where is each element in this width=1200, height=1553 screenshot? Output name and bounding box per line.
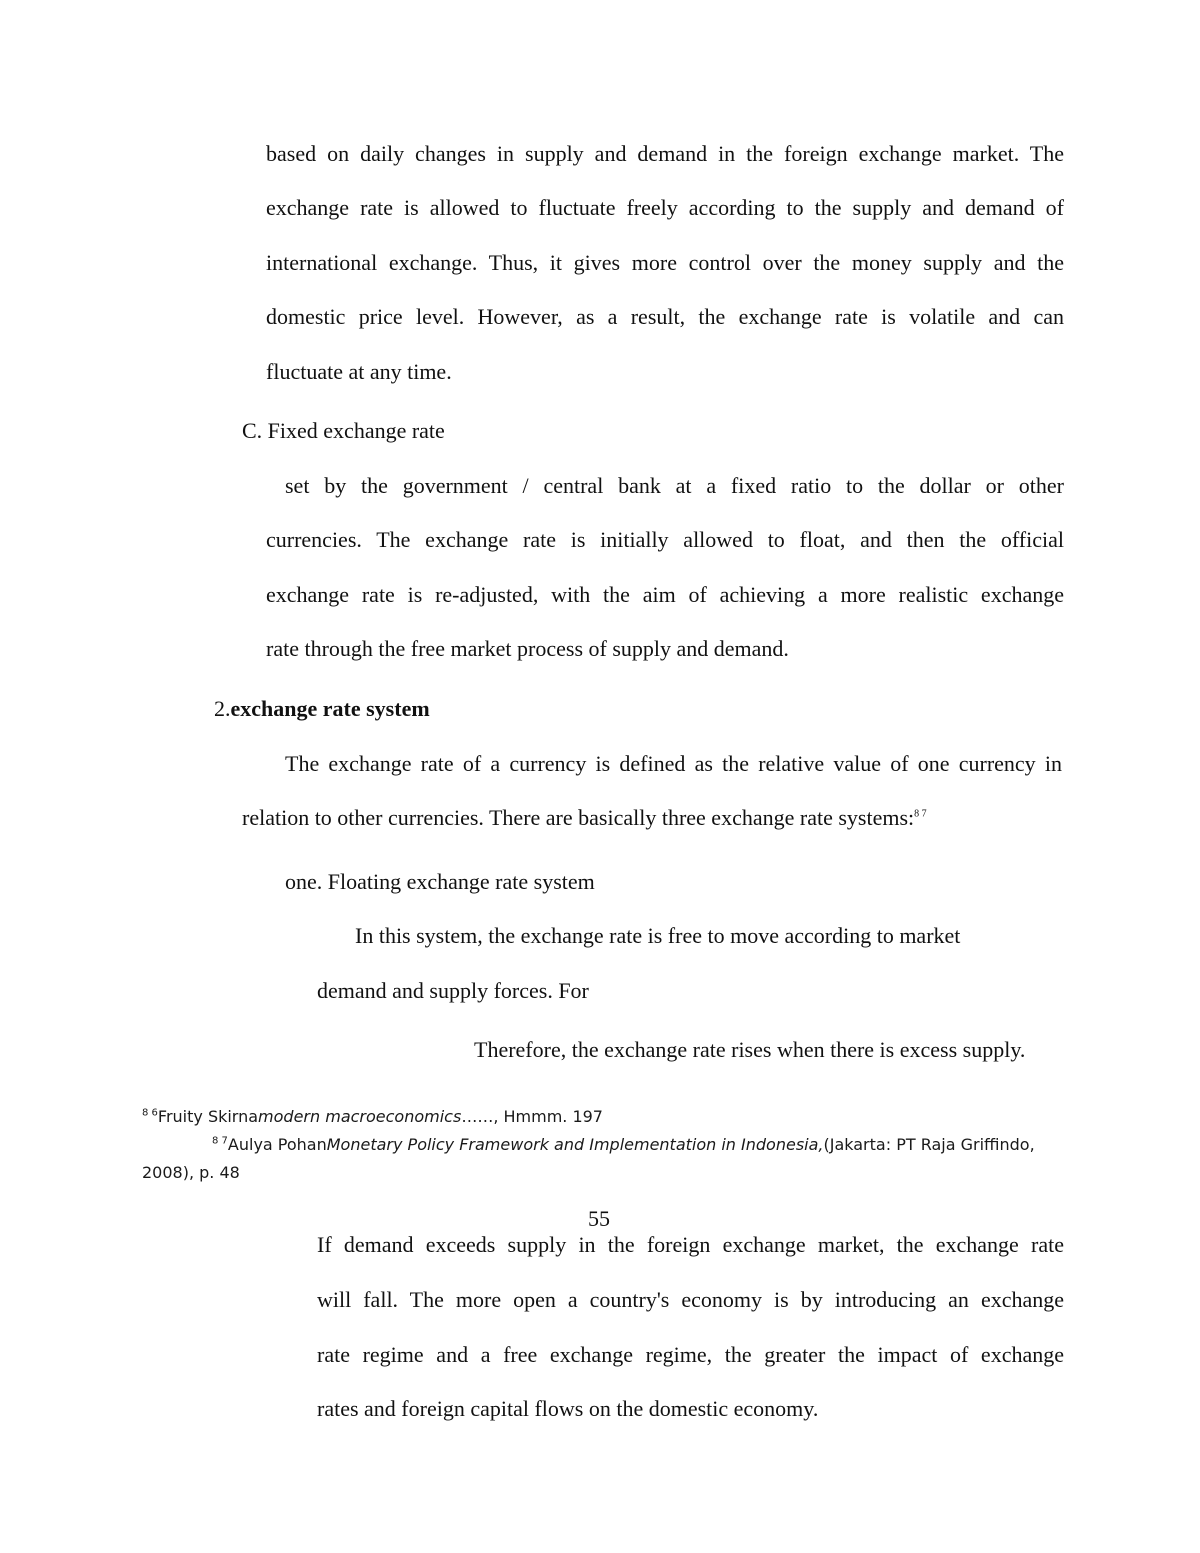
footnote-author: Fruity Skirna <box>157 1107 259 1126</box>
body-text-line: If demand exceeds supply in the foreign exchange market, the exchange rate <box>317 1232 1064 1257</box>
body-text-line: demand and supply forces. For <box>317 978 589 1003</box>
section-title: exchange rate system <box>230 696 430 721</box>
body-text-line: set by the government / central bank at a fixed ratio to the dollar or other <box>285 473 1064 498</box>
page-number: 55 <box>588 1206 610 1231</box>
body-text-line: exchange rate is allowed to fluctuate freely according to the supply and demand of <box>266 195 1064 220</box>
body-text-line: domestic price level. However, as a result, the exchange rate is volatile and can <box>266 304 1064 329</box>
section-2-heading <box>214 695 430 723</box>
body-text-line: rate regime and a free exchange regime, the greater the impact of exchange <box>317 1342 1064 1367</box>
footnote-title: modern macroeconomics <box>258 1107 462 1126</box>
footnote-ref: 8 7 <box>914 808 927 820</box>
footnote-title: Monetary Policy Framework and Implementation in Indonesia, <box>326 1135 824 1154</box>
footnote-86 <box>142 1106 603 1128</box>
body-text-line: currencies. The exchange rate is initially allowed to float, and then the official <box>266 527 1064 552</box>
body-text-line: rate through the free market process of supply and demand. <box>266 636 789 661</box>
footnote-detail: (Jakarta: PT Raja Griffindo, <box>823 1135 1035 1154</box>
footnote-87 <box>212 1134 1035 1156</box>
body-text-line: In this system, the exchange rate is free to move according to market <box>355 923 961 948</box>
section-c-heading: C. Fixed exchange rate <box>242 418 445 443</box>
section-number: 2. <box>214 696 231 721</box>
body-text-line: rates and foreign capital flows on the domestic economy. <box>317 1396 819 1421</box>
footnote-author: Aulya Pohan <box>227 1135 327 1154</box>
subheading-floating: one. Floating exchange rate system <box>285 869 595 894</box>
footnote-number: 8 6 <box>142 1107 158 1119</box>
body-text-line <box>242 804 927 832</box>
body-text: relation to other currencies. There are basically three exchange rate systems: <box>242 805 915 830</box>
body-text-line: The exchange rate of a currency is defined as the relative value of one currency in <box>285 751 1062 776</box>
body-text-line: Therefore, the exchange rate rises when there is excess supply. <box>474 1037 1026 1062</box>
body-text-line: based on daily changes in supply and demand in the foreign exchange market. The <box>266 141 1064 166</box>
body-text-line: international exchange. Thus, it gives more control over the money supply and the <box>266 250 1064 275</box>
body-text-line: fluctuate at any time. <box>266 359 452 384</box>
body-text-line: will fall. The more open a country's economy is by introducing an exchange <box>317 1287 1064 1312</box>
footnote-number: 8 7 <box>212 1135 228 1147</box>
body-text-line: exchange rate is re-adjusted, with the aim of achieving a more realistic exchange <box>266 582 1064 607</box>
footnote-87-cont: 2008), p. 48 <box>142 1163 240 1182</box>
footnote-detail: ……, Hmmm. 197 <box>461 1107 603 1126</box>
